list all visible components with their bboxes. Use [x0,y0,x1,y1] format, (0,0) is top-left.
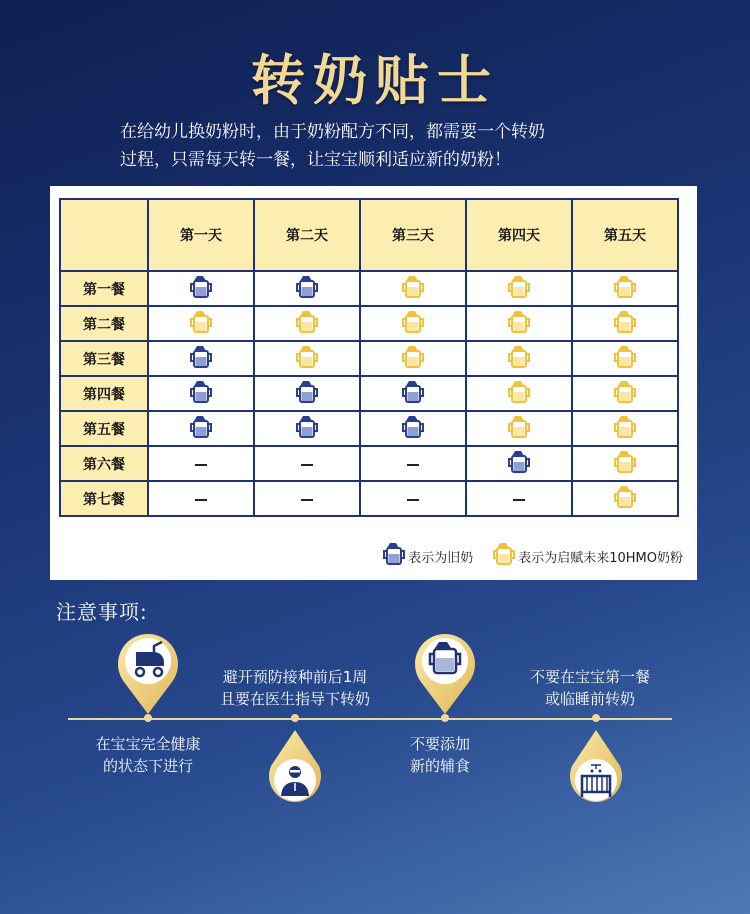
new-formula-cup-icon [296,319,318,338]
new-formula-cup-icon [614,494,636,513]
schedule-cell [148,341,254,376]
schedule-cell [254,446,360,481]
notice-title: 注意事项: [56,600,148,624]
legend-old-label: 表示为旧奶 [408,550,474,566]
new-formula-cup-icon [614,319,636,338]
schedule-cell [360,376,466,411]
new-formula-cup-icon [508,389,530,408]
old-formula-cup-icon [296,389,318,408]
dash-mark [195,499,207,501]
schedule-cell [148,411,254,446]
schedule-cell [466,481,572,516]
old-formula-cup-icon [383,542,405,570]
schedule-cell [148,446,254,481]
dash-mark [301,499,313,501]
old-formula-cup-icon [190,389,212,408]
schedule-cell [572,341,678,376]
timeline-dot [592,714,600,722]
old-formula-cup-icon [190,424,212,443]
meal-label: 第五餐 [60,411,148,446]
schedule-cell [466,446,572,481]
meal-label: 第六餐 [60,446,148,481]
legend-new [493,542,683,570]
new-formula-cup-icon [614,389,636,408]
day-header: 第四天 [466,199,572,271]
schedule-cell [572,271,678,306]
schedule-cell [360,411,466,446]
dash-mark [407,464,419,466]
schedule-cell [148,481,254,516]
schedule-card [50,186,697,580]
stroller-icon [114,628,182,716]
new-formula-cup-icon [508,284,530,303]
new-formula-cup-icon [493,542,515,570]
schedule-cell [254,411,360,446]
old-formula-cup-icon [296,424,318,443]
schedule-cell [466,376,572,411]
meal-label: 第一餐 [60,271,148,306]
legend-new-label: 表示为启赋未来10HMO奶粉 [518,550,683,566]
new-formula-cup-icon [614,284,636,303]
schedule-cell [360,446,466,481]
old-formula-cup-icon [296,284,318,303]
new-formula-cup-icon [296,354,318,373]
dash-mark [513,499,525,501]
crib-icon [563,728,629,808]
schedule-cell [466,306,572,341]
schedule-cell [466,271,572,306]
schedule-table [59,198,679,517]
tip-timing-line-2: 或临睡前转奶 [544,690,635,708]
schedule-cell [148,271,254,306]
timeline-dot [291,714,299,722]
schedule-cell [572,481,678,516]
new-formula-cup-icon [508,319,530,338]
schedule-cell [466,411,572,446]
old-formula-cup-icon [190,354,212,373]
intro-text [120,118,640,174]
new-formula-cup-icon [614,424,636,443]
schedule-cell [254,271,360,306]
schedule-cell [254,306,360,341]
table-row [60,376,678,411]
tip-timing [500,666,680,710]
schedule-cell [254,481,360,516]
tip-vaccine-line-1: 避开预防接种前后1周 [222,668,368,686]
schedule-cell [572,411,678,446]
tip-healthy [58,733,238,777]
dash-mark [407,499,419,501]
legend [369,542,683,570]
new-formula-cup-icon [402,354,424,373]
meal-label: 第三餐 [60,341,148,376]
tip-healthy-line-2: 的状态下进行 [102,757,193,775]
new-formula-cup-icon [190,319,212,338]
schedule-cell [572,306,678,341]
new-formula-cup-icon [508,424,530,443]
schedule-cell [572,376,678,411]
meal-label: 第二餐 [60,306,148,341]
table-row [60,341,678,376]
tip-no-new-food-line-2: 新的辅食 [409,757,470,775]
timeline-line [68,718,672,720]
schedule-cell [360,306,466,341]
schedule-cell [148,376,254,411]
sippy-cup-icon [411,628,479,716]
new-formula-cup-icon [402,319,424,338]
day-header: 第二天 [254,199,360,271]
new-formula-cup-icon [614,459,636,478]
schedule-cell [360,481,466,516]
intro-line-2: 过程，只需每天转一餐，让宝宝顺利适应新的奶粉！ [120,150,511,170]
schedule-cell [360,271,466,306]
old-formula-cup-icon [508,459,530,478]
schedule-cell [148,306,254,341]
schedule-cell [254,341,360,376]
dash-mark [195,464,207,466]
new-formula-cup-icon [508,354,530,373]
meal-label: 第四餐 [60,376,148,411]
day-header: 第五天 [572,199,678,271]
tip-vaccine [195,666,395,710]
table-row [60,481,678,516]
old-formula-cup-icon [190,284,212,303]
tip-healthy-line-1: 在宝宝完全健康 [95,735,201,753]
schedule-cell [254,376,360,411]
tip-timing-line-1: 不要在宝宝第一餐 [529,668,650,686]
table-row [60,446,678,481]
table-row [60,271,678,306]
tip-no-new-food [370,733,510,777]
old-formula-cup-icon [402,389,424,408]
meal-label: 第七餐 [60,481,148,516]
schedule-cell [466,341,572,376]
new-formula-cup-icon [402,284,424,303]
table-header-row [60,199,678,271]
legend-old [383,542,473,570]
corner-cell [60,199,148,271]
old-formula-cup-icon [402,424,424,443]
intro-line-1: 在给幼儿换奶粉时，由于奶粉配方不同，都需要一个转奶 [120,122,545,142]
tip-vaccine-line-2: 且要在医生指导下转奶 [219,690,370,708]
new-formula-cup-icon [614,354,636,373]
table-row [60,306,678,341]
day-header: 第一天 [148,199,254,271]
table-row [60,411,678,446]
schedule-cell [572,446,678,481]
day-header: 第三天 [360,199,466,271]
page-title: 转奶贴士 [251,49,499,112]
dash-mark [301,464,313,466]
tip-no-new-food-line-1: 不要添加 [409,735,470,753]
doctor-icon [262,728,328,808]
schedule-cell [360,341,466,376]
